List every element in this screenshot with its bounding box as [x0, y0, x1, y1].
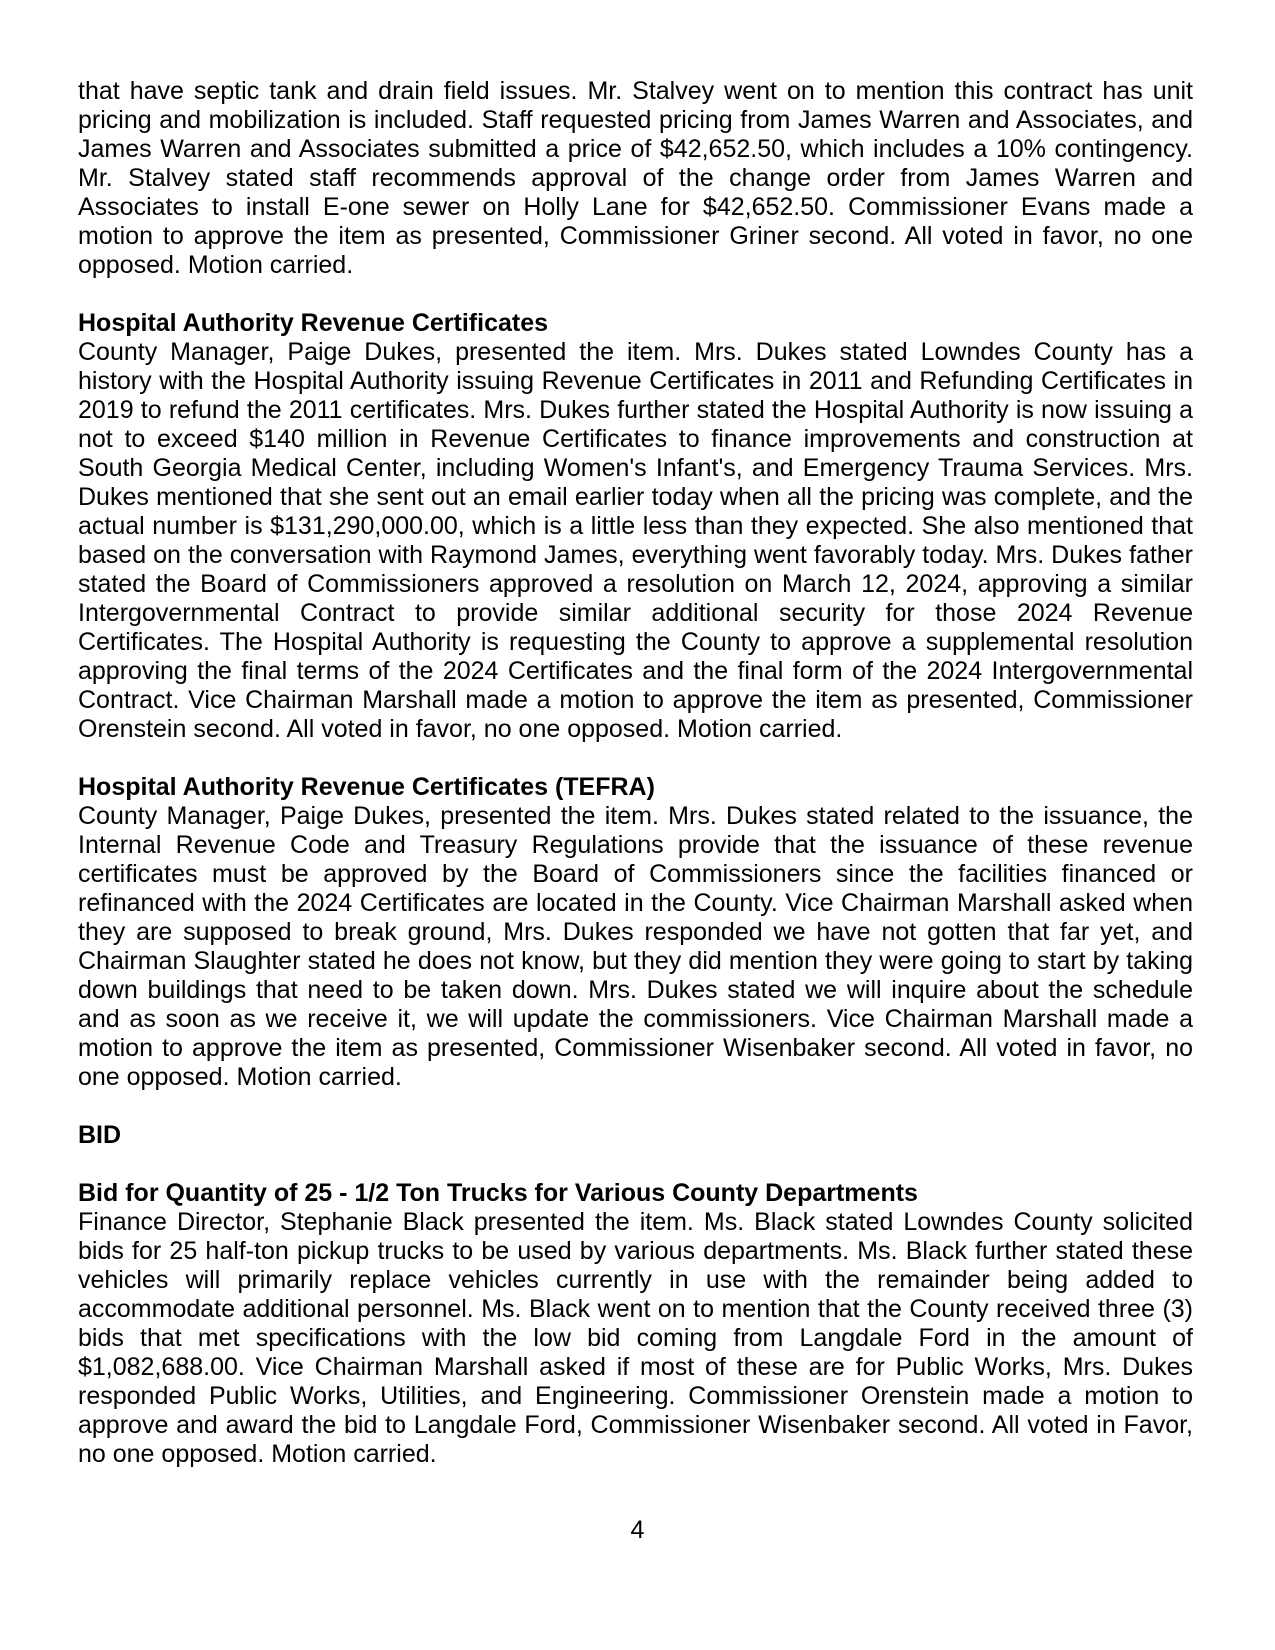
page-content	[78, 77, 1193, 1469]
section-heading-hospital-authority-revenue-certificates-tefra: Hospital Authority Revenue Certificates (TEFRA)	[78, 773, 655, 801]
paragraph-sewer-change-order-continued: that have septic tank and drain field issues. Mr. Stalvey went on to mention this contract has unit pricing and mobilization is included. Staff requested pricing from James Warren and Associates, and James Warren and Associates submitted a price of $42,652.50, which includes a 10% contingency. Mr. Stalvey stated staff recommends approval of the change order from James Warren and Associates to install E-one sewer on Holly Lane for $42,652.50. Commissioner Evans made a motion to approve the item as presented, Commissioner Griner second. All voted in favor, no one opposed. Motion carried.	[78, 77, 1193, 279]
page-footer	[0, 1516, 1275, 1545]
paragraph-hospital-authority-revenue-certificates-tefra: County Manager, Paige Dukes, presented the item. Mrs. Dukes stated related to the issuance, the Internal Revenue Code and Treasury Regulations provide that the issuance of these revenue certificates must be approved by the Board of Commissioners since the facilities financed or refinanced with the 2024 Certificates are located in the County. Vice Chairman Marshall asked when they are supposed to break ground, Mrs. Dukes responded we have not gotten that far yet, and Chairman Slaughter stated he does not know, but they did mention they were going to start by taking down buildings that need to be taken down. Mrs. Dukes stated we will inquire about the schedule and as soon as we receive it, we will update the commissioners. Vice Chairman Marshall made a motion to approve the item as presented, Commissioner Wisenbaker second. All voted in favor, no one opposed. Motion carried.	[78, 802, 1193, 1091]
paragraph-bid-trucks: Finance Director, Stephanie Black presented the item. Ms. Black stated Lowndes County solicited bids for 25 half-ton pickup trucks to be used by various departments. Ms. Black further stated these vehicles will primarily replace vehicles currently in use with the remainder being added to accommodate additional personnel. Ms. Black went on to mention that the County received three (3) bids that met specifications with the low bid coming from Langdale Ford in the amount of $1,082,688.00. Vice Chairman Marshall asked if most of these are for Public Works, Mrs. Dukes responded Public Works, Utilities, and Engineering. Commissioner Orenstein made a motion to approve and award the bid to Langdale Ford, Commissioner Wisenbaker second. All voted in Favor, no one opposed. Motion carried.	[78, 1208, 1193, 1468]
section-heading-bid: BID	[78, 1121, 122, 1149]
paragraph-hospital-authority-revenue-certificates: County Manager, Paige Dukes, presented the item. Mrs. Dukes stated Lowndes County has a history with the Hospital Authority issuing Revenue Certificates in 2011 and Refunding Certificates in 2019 to refund the 2011 certificates. Mrs. Dukes further stated the Hospital Authority is now issuing a not to exceed $140 million in Revenue Certificates to finance improvements and construction at South Georgia Medical Center, including Women's Infant's, and Emergency Trauma Services. Mrs. Dukes mentioned that she sent out an email earlier today when all the pricing was complete, and the actual number is $131,290,000.00, which is a little less than they expected. She also mentioned that based on the conversation with Raymond James, everything went favorably today. Mrs. Dukes father stated the Board of Commissioners approved a resolution on March 12, 2024, approving a similar Intergovernmental Contract to provide similar additional security for those 2024 Revenue Certificates. The Hospital Authority is requesting the County to approve a supplemental resolution approving the final terms of the 2024 Certificates and the final form of the 2024 Intergovernmental Contract. Vice Chairman Marshall made a motion to approve the item as presented, Commissioner Orenstein second. All voted in favor, no one opposed. Motion carried.	[78, 338, 1193, 743]
section-heading-hospital-authority-revenue-certificates: Hospital Authority Revenue Certificates	[78, 309, 549, 337]
section-heading-bid-trucks: Bid for Quantity of 25 - 1/2 Ton Trucks for Various County Departments	[78, 1179, 918, 1207]
page-number: 4	[630, 1516, 645, 1544]
